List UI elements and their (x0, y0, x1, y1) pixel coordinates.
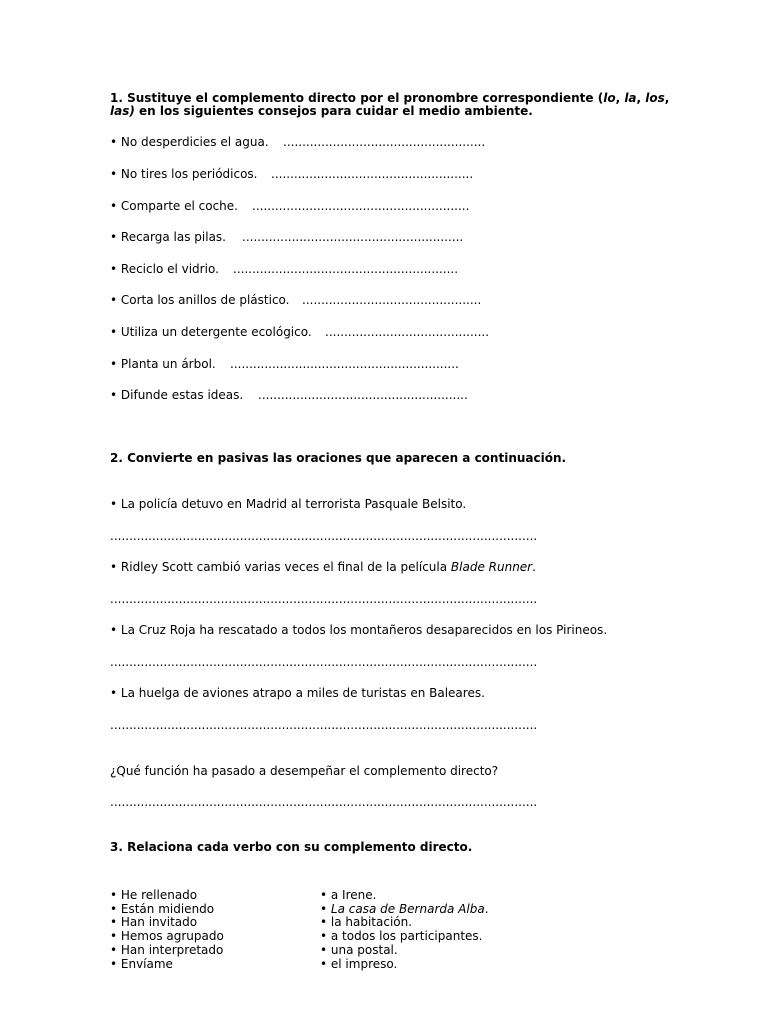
answer-blank[interactable]: ............................................... (302, 293, 482, 307)
answer-line[interactable]: ................................................................................................................ (110, 655, 538, 669)
sentence-3: • La Cruz Roja ha rescatado a todos los montañeros desaparecidos en los Pirineos. (110, 623, 608, 637)
item-text: • Planta un árbol. (110, 357, 216, 371)
object-item: • el impreso. (320, 956, 398, 971)
object-item: • una postal. (320, 942, 398, 957)
exercise-item (110, 262, 219, 276)
verb-item: • Han interpretado (110, 942, 224, 957)
answer-blank[interactable]: ......................................................... (252, 199, 470, 213)
sentence-2 (110, 560, 536, 574)
object-column (320, 889, 489, 971)
pronoun-las: las) (110, 104, 135, 118)
exercise-item (110, 357, 216, 371)
item-text: • No desperdicies el agua. (110, 135, 269, 149)
item-text: • Difunde estas ideas. (110, 388, 244, 402)
answer-line[interactable]: ................................................................................................................ (110, 529, 538, 543)
item-text: • Reciclo el vidrio. (110, 262, 219, 276)
exercise-item (110, 388, 243, 402)
exercise-item (110, 293, 289, 307)
answer-line[interactable]: ................................................................................................................ (110, 795, 538, 809)
verb-item: • Hemos agrupado (110, 929, 224, 944)
exercise-item (110, 167, 258, 181)
item-text: • Comparte el coche. (110, 199, 238, 213)
comma: , (615, 91, 625, 105)
answer-blank[interactable]: ..................................................... (271, 167, 474, 181)
answer-blank[interactable]: .......................................................... (242, 230, 464, 244)
sentence-1: • La policía detuvo en Madrid al terrorista Pasquale Belsito. (110, 497, 467, 511)
sentence-text: • Ridley Scott cambió varias veces el final de la película (110, 560, 451, 574)
exercise-item (110, 325, 312, 339)
verb-item: • Están midiendo (110, 901, 215, 916)
object-item: • la habitación. (320, 915, 413, 930)
play-title: La casa de Bernarda Alba (330, 901, 485, 916)
sentence-4: • La huelga de aviones atrapo a miles de turistas en Baleares. (110, 686, 485, 700)
pronoun-los: los (645, 91, 665, 105)
question: ¿Qué función ha pasado a desempeñar el complemento directo? (110, 764, 499, 778)
answer-blank[interactable]: ..................................................... (283, 135, 486, 149)
answer-blank[interactable]: ........................................... (325, 325, 490, 339)
bullet: • (320, 901, 331, 916)
item-text: • Corta los anillos de plástico. (110, 293, 290, 307)
section-1-title-line-2 (110, 104, 533, 118)
period: . (532, 560, 536, 574)
period: . (484, 901, 489, 916)
verb-item: • Han invitado (110, 915, 198, 930)
answer-line[interactable]: ................................................................................................................ (110, 718, 538, 732)
object-item: • a Irene. (320, 888, 377, 902)
item-text: • No tires los periódicos. (110, 167, 258, 181)
answer-line[interactable]: ................................................................................................................ (110, 592, 538, 606)
verb-item: • Envíame (110, 956, 173, 971)
comma: , (664, 91, 670, 105)
verb-item: • He rellenado (110, 888, 198, 902)
title-text: en los siguientes consejos para cuidar el medio ambiente. (134, 104, 533, 118)
verb-column (110, 889, 224, 971)
title-text: 1. Sustituye el complemento directo por el pronombre correspondiente ( (110, 91, 604, 105)
answer-blank[interactable]: ........................................................... (233, 262, 459, 276)
film-title: Blade Runner (450, 560, 533, 574)
pronoun-la: la (624, 91, 637, 105)
pronoun-lo: lo (603, 91, 616, 105)
object-item: • a todos los participantes. (320, 929, 483, 944)
item-text: • Recarga las pilas. (110, 230, 226, 244)
section-2-title: 2. Convierte en pasivas las oraciones que aparecen a continuación. (110, 451, 567, 465)
item-text: • Utiliza un detergente ecológico. (110, 325, 312, 339)
exercise-item (110, 199, 238, 213)
answer-blank[interactable]: ....................................................... (258, 388, 468, 402)
section-3-title: 3. Relaciona cada verbo con su complemento directo. (110, 840, 473, 854)
answer-blank[interactable]: ............................................................ (230, 357, 459, 371)
object-item (320, 903, 489, 917)
exercise-item (110, 135, 269, 149)
comma: , (636, 91, 646, 105)
exercise-item (110, 230, 226, 244)
section-1-title-line-1 (110, 91, 669, 105)
